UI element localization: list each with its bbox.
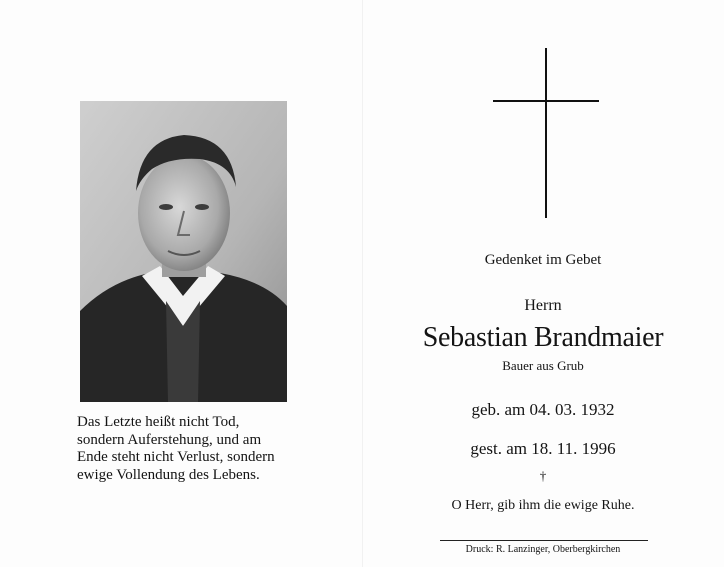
printer-divider — [440, 540, 648, 541]
gedenket-heading: Gedenket im Gebet — [484, 252, 602, 268]
birth-date: geb. am 04. 03. 1932 — [471, 400, 615, 419]
occupation: Bauer aus Grub — [502, 358, 584, 373]
verse-line: ewige Vollendung des Lebens. — [77, 466, 260, 483]
cross-horizontal-bar — [493, 100, 599, 102]
cross-vertical-bar — [545, 48, 547, 218]
cross-icon — [493, 48, 599, 218]
dagger-icon: † — [539, 468, 547, 483]
portrait-illustration — [80, 101, 287, 402]
verse-line: Ende steht nicht Verlust, sondern — [77, 449, 275, 465]
verse-line: Das Letzte heißt nicht Tod, — [77, 414, 240, 430]
portrait-photo — [80, 101, 287, 402]
verse-text — [77, 414, 337, 484]
salutation: Herrn — [524, 297, 562, 314]
death-date: gest. am 18. 11. 1996 — [470, 439, 616, 458]
prayer-text: O Herr, gib ihm die ewige Ruhe. — [451, 498, 635, 513]
deceased-name: Sebastian Brandmaier — [422, 322, 664, 353]
printer-credit: Druck: R. Lanzinger, Oberbergkirchen — [465, 544, 621, 555]
verse-line: sondern Auferstehung, und am — [77, 431, 262, 448]
